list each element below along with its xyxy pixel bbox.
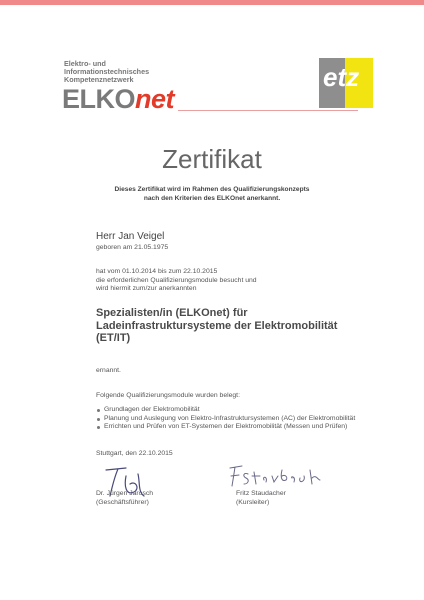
signer-left — [96, 490, 153, 507]
logo-suffix: net — [135, 84, 175, 114]
specialist-title — [96, 307, 337, 345]
organization-name — [64, 60, 149, 84]
birth-date — [96, 244, 168, 253]
signer-right — [236, 490, 286, 507]
spec-line-1: Spezialisten/in (ELKOnet) für — [96, 307, 248, 319]
signer-right-role: (Kursleiter) — [236, 498, 270, 506]
recipient-name: Herr Jan Veigel — [96, 231, 165, 242]
signer-left-name: Dr. Jürgen Jarosch — [96, 490, 154, 497]
intro-line-2: nach den Kriterien des ELKOnet anerkannt. — [143, 195, 281, 202]
org-line-3: Kompetenznetzwerk — [64, 75, 134, 84]
module-item: Grundlagen der Elektromobilität — [96, 406, 355, 415]
signer-right-name: Fritz Staudacher — [236, 490, 286, 497]
etz-logo — [319, 58, 373, 108]
modules-list — [96, 406, 355, 432]
place-date-label: Stuttgart, den 22.10.2015 — [96, 450, 173, 457]
org-line-1: Elektro- und — [64, 59, 106, 68]
spec-line-2: Ladeinfrastruktursysteme der Elektromobilität — [96, 319, 338, 332]
certificate-intro — [0, 185, 424, 203]
module-item: Errichten und Prüfen von ET-Systemen der Elektromobilität (Messen und Prüfen) — [96, 423, 355, 432]
period-text — [96, 268, 257, 294]
intro-line-1: Dieses Zertifikat wird im Rahmen des Qualifizierungskonzepts — [114, 186, 310, 193]
appointed-text — [96, 367, 121, 376]
spec-line-3: (ET/IT) — [96, 332, 131, 344]
top-accent-bar — [0, 0, 424, 5]
place-date — [96, 450, 173, 459]
certificate-title: Zertifikat — [162, 144, 262, 174]
period-line-1: hat vom 01.10.2014 bis zum 22.10.2015 — [96, 268, 218, 275]
logo-underline — [178, 110, 358, 111]
logo-main: ELKO — [62, 84, 136, 114]
period-line-2: die erforderlichen Qualifizierungsmodule besucht und — [96, 276, 257, 284]
modules-intro — [96, 392, 240, 401]
birth-text: geboren am 21.05.1975 — [96, 244, 169, 251]
module-item: Planung und Auslegung von Elektro-Infrastruktursystemen (AC) der Elektromobilität — [96, 415, 355, 424]
signer-left-role: (Geschäftsführer) — [96, 498, 149, 506]
appointed-label: ernannt. — [96, 367, 121, 374]
period-line-3: wird hiermit zum/zur anerkannten — [96, 285, 197, 292]
org-line-2: Informationstechnisches — [64, 67, 150, 76]
modules-intro-label: Folgende Qualifizierungsmodule wurden belegt: — [96, 392, 240, 399]
etz-logo-text: etz — [323, 62, 360, 92]
elkonet-logo — [62, 84, 174, 114]
signature-right-image — [226, 462, 326, 490]
